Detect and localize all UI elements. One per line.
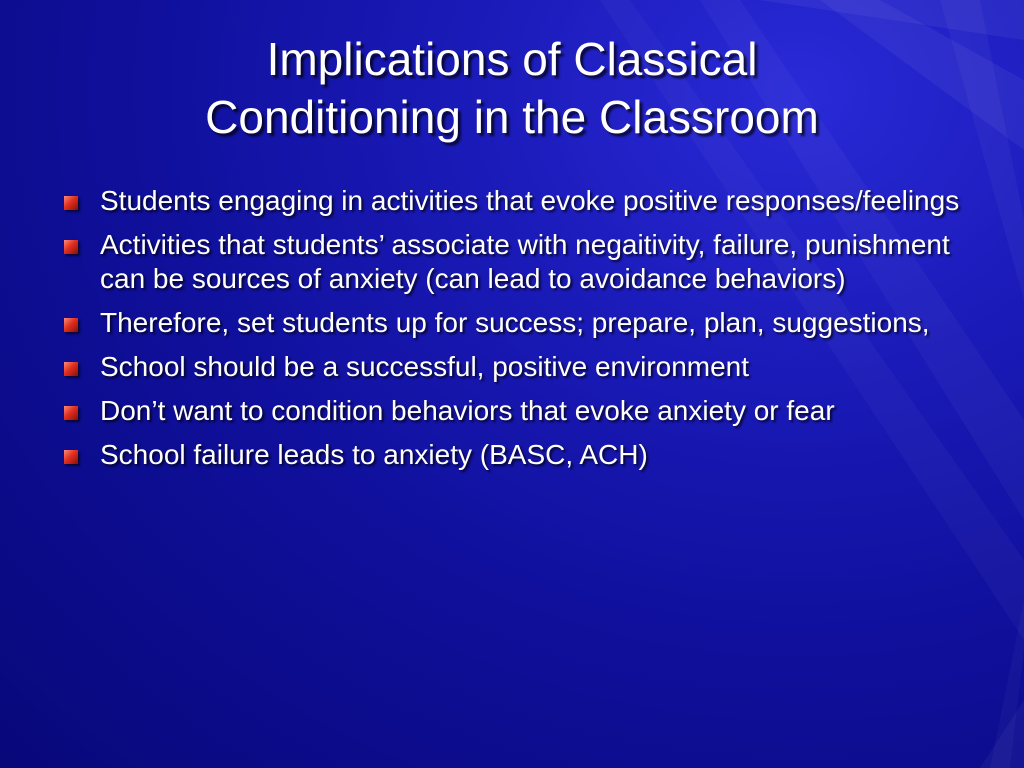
bullet-list [62, 184, 972, 482]
bullet-text: School should be a successful, positive environment [100, 351, 750, 382]
title-line-2: Conditioning in the Classroom [205, 91, 819, 143]
square-bullet-icon [64, 240, 78, 254]
bullet-item [62, 228, 972, 296]
slide-title [60, 30, 964, 146]
bullet-item [62, 184, 972, 218]
square-bullet-icon [64, 196, 78, 210]
square-bullet-icon [64, 450, 78, 464]
bullet-text: Therefore, set students up for success; prepare, plan, suggestions, [100, 307, 930, 338]
bullet-text: Students engaging in activities that evoke positive responses/feelings [100, 185, 960, 216]
square-bullet-icon [64, 318, 78, 332]
title-line-1: Implications of Classical [266, 33, 758, 85]
bullet-item [62, 438, 972, 472]
square-bullet-icon [64, 362, 78, 376]
bullet-text: Activities that students’ associate with negaitivity, failure, punishment can be sources of anxiety (can lead to avoidance behaviors) [100, 229, 950, 294]
bullet-item [62, 350, 972, 384]
bullet-item [62, 306, 972, 340]
square-bullet-icon [64, 406, 78, 420]
bullet-text: School failure leads to anxiety (BASC, ACH) [100, 439, 648, 470]
bullet-item [62, 394, 972, 428]
bullet-text: Don’t want to condition behaviors that evoke anxiety or fear [100, 395, 835, 426]
